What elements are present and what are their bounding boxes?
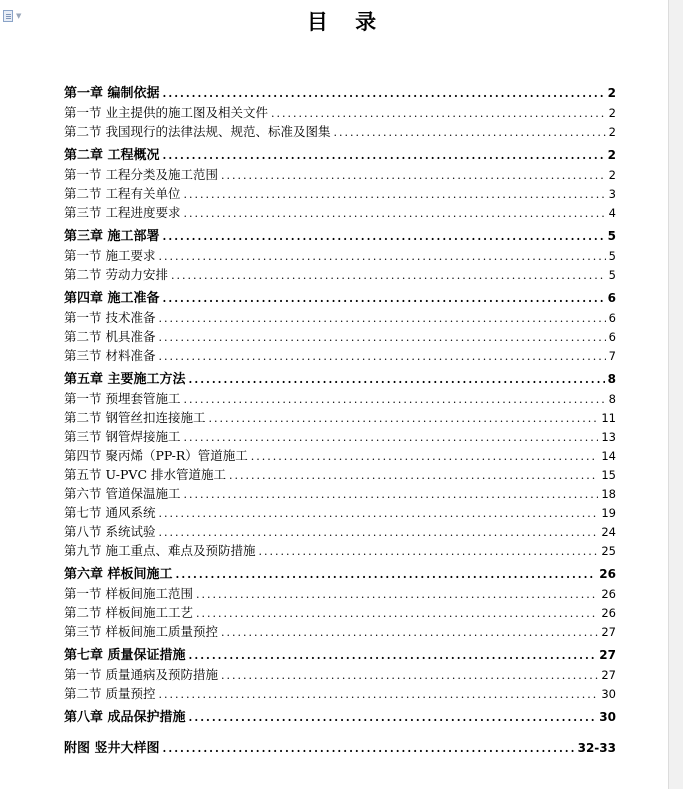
toc-page-number: 30 [599,710,616,724]
toc-chapter-label: 第一章 编制依据 [64,86,160,101]
toc-chapter-6[interactable] [64,563,616,584]
dot-leader [221,626,598,639]
dot-leader [196,607,598,620]
toc-section-label: 第一节 质量通病及预防措施 [64,667,218,682]
toc-section[interactable] [64,622,616,641]
toc-section-label: 第一节 预埋套管施工 [64,391,181,406]
toc-section-label: 第九节 施工重点、难点及预防措施 [64,543,256,558]
toc-section[interactable] [64,408,616,427]
toc-section-label: 第三节 钢管焊接施工 [64,429,181,444]
dot-leader [163,149,605,162]
toc-section-label: 第二节 工程有关单位 [64,186,181,201]
toc-section-label: 第一节 技术准备 [64,310,156,325]
toc-section-label: 第二节 样板间施工工艺 [64,605,193,620]
dot-leader [189,649,597,662]
toc-page-number: 26 [599,567,616,581]
toc-page-number: 6 [608,311,616,325]
dot-leader [158,350,605,363]
toc-page-number: 27 [601,625,616,639]
toc-section-label: 第二节 质量预控 [64,686,156,701]
dot-leader [183,207,605,220]
dot-leader [208,412,598,425]
toc-page-number: 27 [601,668,616,682]
toc-page-number: 6 [607,291,616,305]
toc-page-number: 15 [601,468,616,482]
toc-page-number: 13 [601,430,616,444]
toc-section[interactable] [64,465,616,484]
toc-chapter-label: 第八章 成品保护措施 [64,710,186,725]
toc-section-label: 第八节 系统试验 [64,524,156,539]
toc-page-number: 27 [599,648,616,662]
toc-page-number: 8 [608,392,616,406]
dot-leader [158,331,605,344]
toc-chapter-label: 第六章 样板间施工 [64,567,173,582]
dot-leader [271,107,606,120]
toc-section[interactable] [64,389,616,408]
toc-page-number: 6 [608,330,616,344]
toc-chapter-label: 第五章 主要施工方法 [64,372,186,387]
toc-chapter-label: 第四章 施工准备 [64,291,160,306]
toc-section-label: 第三节 工程进度要求 [64,205,181,220]
toc-section-label: 第二节 机具准备 [64,329,156,344]
toc-page-number: 32-33 [577,741,616,755]
toc-chapter-label: 第七章 质量保证措施 [64,648,186,663]
toc-chapter-label: 第二章 工程概况 [64,148,160,163]
toc-section-label: 第五节 U-PVC 排水管道施工 [64,467,226,482]
toc-page-number: 30 [601,687,616,701]
dropdown-caret-icon[interactable]: ▼ [16,12,22,20]
toc-page-number: 26 [601,606,616,620]
toc-page-number: 5 [608,249,616,263]
toc-section-label: 第一节 样板间施工范围 [64,586,193,601]
dot-leader [221,669,598,682]
toc-section[interactable] [64,203,616,222]
table-of-contents [64,79,616,758]
dot-leader [189,711,597,724]
toc-page-number: 2 [608,125,616,139]
toc-section[interactable] [64,503,616,522]
dot-leader [163,292,605,305]
toc-page-number: 3 [608,187,616,201]
toc-page-number: 19 [601,506,616,520]
toc-chapter-1[interactable] [64,82,616,103]
toc-section[interactable] [64,684,616,703]
dot-leader [183,431,598,444]
dot-leader [158,250,605,263]
toc-appendix[interactable] [64,737,616,758]
toc-section-label: 第一节 施工要求 [64,248,156,263]
toc-chapter-3[interactable] [64,225,616,246]
toc-section-label: 第一节 工程分类及施工范围 [64,167,218,182]
dot-leader [171,269,606,282]
toc-section[interactable] [64,165,616,184]
dot-leader [158,507,598,520]
dot-leader [163,230,605,243]
dot-leader [158,526,598,539]
toc-section[interactable] [64,603,616,622]
toc-section[interactable] [64,327,616,346]
toc-section-label: 第二节 钢管丝扣连接施工 [64,410,206,425]
dot-leader [163,742,575,755]
toc-page-number: 4 [608,206,616,220]
dot-leader [183,488,598,501]
dot-leader [229,469,598,482]
toc-section[interactable] [64,584,616,603]
toc-page-number: 2 [607,86,616,100]
toc-section[interactable] [64,308,616,327]
toc-page-number: 5 [607,229,616,243]
toc-section[interactable] [64,265,616,284]
page-title: 目 录 [306,9,387,34]
toc-section-label: 第三节 材料准备 [64,348,156,363]
toc-section[interactable] [64,427,616,446]
toc-section[interactable] [64,346,616,365]
dot-leader [176,568,597,581]
toc-page-number: 7 [608,349,616,363]
toc-chapter-label: 附图 竖井大样图 [64,741,160,756]
dot-leader [221,169,606,182]
dot-leader [258,545,598,558]
toc-section-label: 第四节 聚丙烯（PP-R）管道施工 [64,448,248,463]
toc-section[interactable] [64,522,616,541]
toc-page-number: 2 [608,106,616,120]
toc-section[interactable] [64,246,616,265]
toc-page-number: 25 [601,544,616,558]
toc-page-number: 2 [608,168,616,182]
dot-leader [251,450,599,463]
toc-page-number: 18 [601,487,616,501]
toc-section[interactable] [64,484,616,503]
vertical-scrollbar[interactable] [668,0,683,789]
dot-leader [183,188,605,201]
toc-section[interactable] [64,446,616,465]
dot-leader [196,588,598,601]
toc-page-number: 5 [608,268,616,282]
toc-page-number: 2 [607,148,616,162]
toc-section-label: 第一节 业主提供的施工图及相关文件 [64,105,268,120]
toc-section[interactable] [64,184,616,203]
dot-leader [333,126,605,139]
toc-page-number: 26 [601,587,616,601]
toc-page-number: 24 [601,525,616,539]
toc-section-label: 第七节 通风系统 [64,505,156,520]
dot-leader [183,393,605,406]
toc-chapter-label: 第三章 施工部署 [64,229,160,244]
toc-section[interactable] [64,103,616,122]
toc-section-label: 第三节 样板间施工质量预控 [64,624,218,639]
dot-leader [158,688,598,701]
toc-chapter-2[interactable] [64,144,616,165]
toc-section-label: 第二节 我国现行的法律法规、规范、标准及图集 [64,124,331,139]
toc-chapter-4[interactable] [64,287,616,308]
toc-page-number: 14 [601,449,616,463]
dot-leader [189,373,605,386]
toc-section[interactable] [64,122,616,141]
toc-chapter-7[interactable] [64,644,616,665]
toc-page-number: 11 [601,411,616,425]
dot-leader [163,87,605,100]
toc-section[interactable] [64,541,616,560]
dot-leader [158,312,605,325]
toc-section-label: 第二节 劳动力安排 [64,267,168,282]
toc-section-label: 第六节 管道保温施工 [64,486,181,501]
toc-section[interactable] [64,665,616,684]
toc-page-number: 8 [607,372,616,386]
toc-chapter-8[interactable] [64,706,616,727]
toc-chapter-5[interactable] [64,368,616,389]
